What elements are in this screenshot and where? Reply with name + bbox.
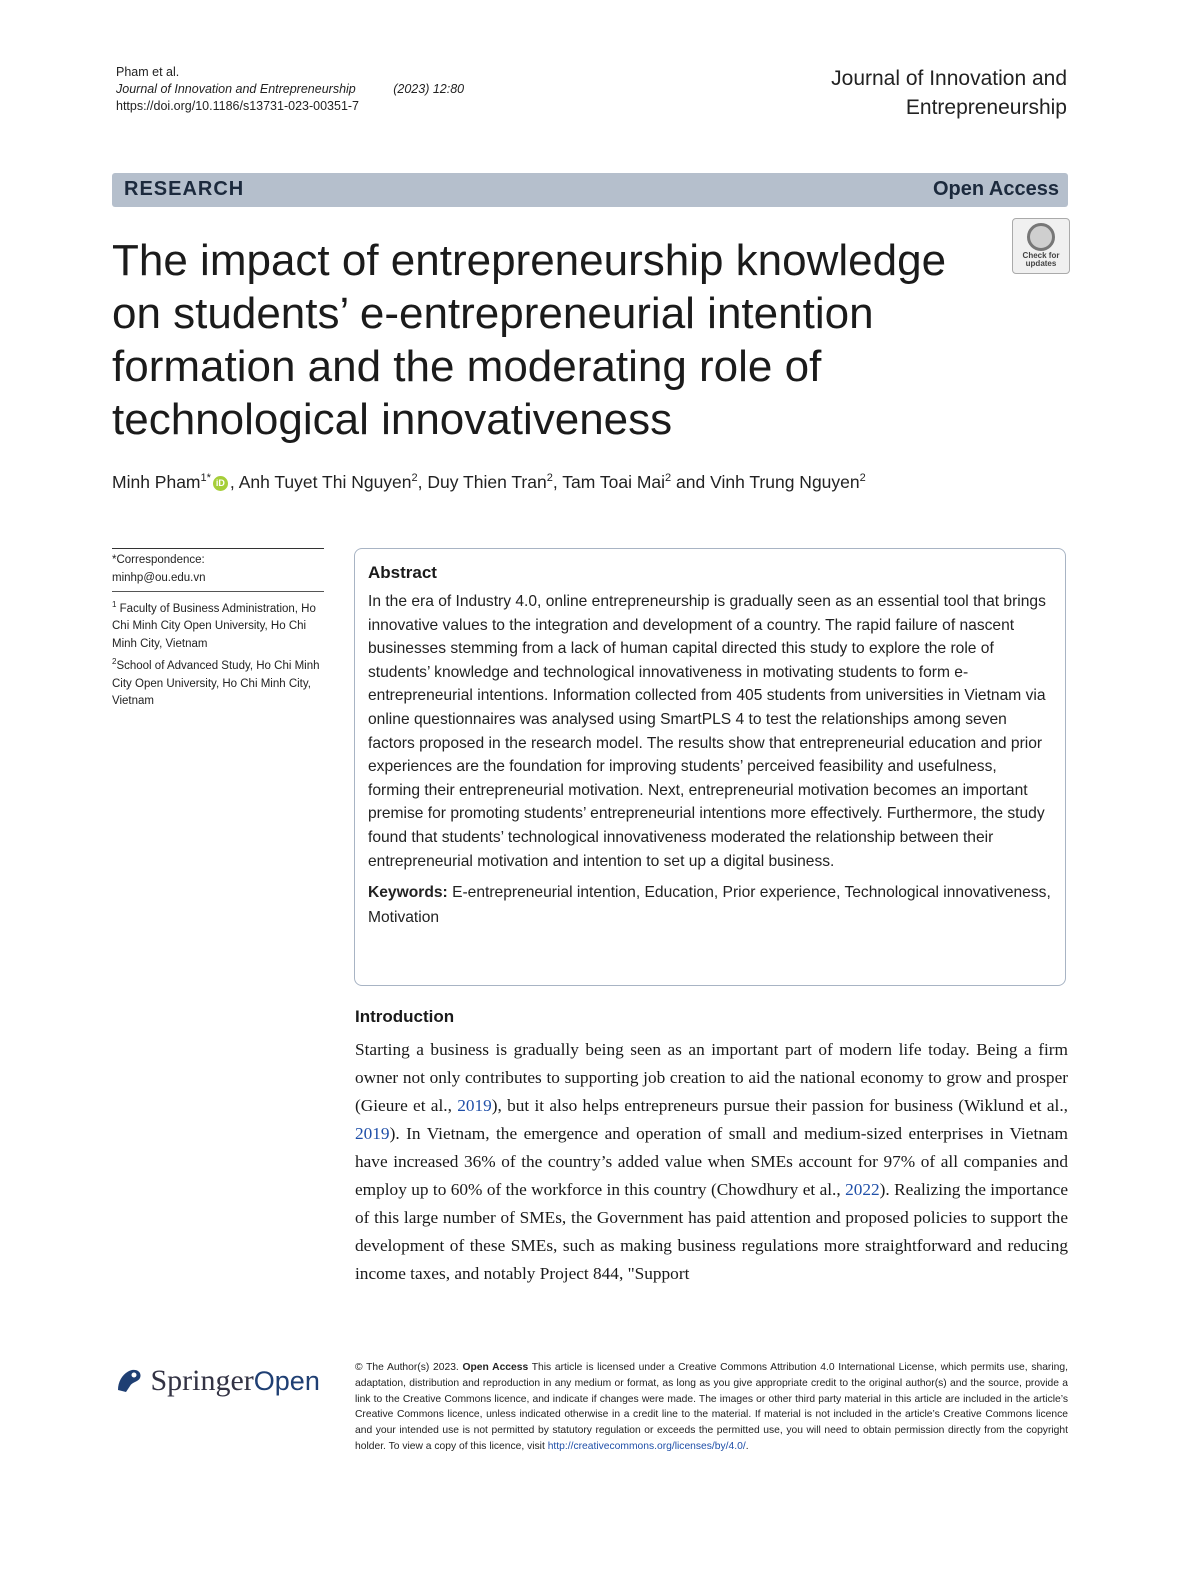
abstract-heading: Abstract: [368, 563, 437, 582]
author-affil-sup: 2: [411, 472, 418, 485]
author-name[interactable]: Tam Toai Mai: [562, 472, 666, 492]
introduction-paragraph: [355, 1036, 1068, 1288]
license-end: .: [745, 1440, 749, 1452]
intro-text: Starting a business is gradually being seen as an important part of modern life today. Being a firm owner not only contributes to supporting job creation to aid the national economy to grow and prosper (Gieure et al.,: [355, 1040, 1068, 1115]
license-link[interactable]: http://creativecommons.org/licenses/by/4.0/: [547, 1440, 746, 1452]
abstract-box: [354, 548, 1066, 986]
author-short: Pham et al.: [116, 65, 180, 79]
year-volume: (2023) 12:80: [393, 82, 465, 96]
license-text: This article is licensed under a Creative Commons Attribution 4.0 International License, which permits use, sharing, adaptation, distribution and reproduction in any medium or format, as long as you give appropriate credit to the original author(s) and the source, provide a link to the Creative Commons licence, and indicate if changes were made. The images or other third party material in this article are included in the article’s Creative Commons licence, unless indicated otherwise in a credit line to the material. If material is not included in the article’s Creative Commons licence and your intended use is not permitted by statutory regulation or exceeds the permitted use, you will need to obtain permission directly from the copyright holder. To view a copy of this licence, visit: [355, 1362, 1068, 1452]
journal-brand: [831, 64, 1067, 122]
intro-text: ), but it also helps entrepreneurs pursue their passion for business (Wiklund et al.,: [491, 1096, 1068, 1115]
keywords: [368, 881, 1053, 930]
affil-num: 1: [112, 600, 117, 609]
keywords-label: Keywords:: [368, 884, 448, 902]
section-label: RESEARCH: [124, 178, 245, 200]
doi-link[interactable]: https://doi.org/10.1186/s13731-023-00351-7: [116, 99, 360, 113]
abstract-text: In the era of Industry 4.0, online entrepreneurship is gradually seen as an essential tool that brings innovative values to the integration and development of a country. The rapid failure of nascent businesses stemming from a lack of human capital directed this study to explore the role of students’ knowledge and technological innovativeness in motivating students to form e-entrepreneurial intentions. Information collected from 405 students from universities in Vietnam via online questionnaires was analysed using SmartPLS 4 to test the relationships among seven factors proposed in the research model. The results show that entrepreneurial education and prior experiences are the foundation for improving students’ perceived feasibility and usefulness, forming their entrepreneurial motivation. Next, entrepreneurial motivation becomes an important premise for promoting students’ entrepreneurial intentions more effectively. Furthermore, the study found that students’ technological innovativeness moderated the relationship between their entrepreneurial motivation and intention to set up a digital business.: [368, 593, 1046, 870]
author-name[interactable]: Vinh Trung Nguyen: [710, 472, 860, 492]
intro-text: ). In Vietnam, the emergence and operation of small and medium-sized enterprises in Vietnam have increased 36% of the country’s added value when SMEs account for 97% of all companies and employ up to 60% of the workforce in this country (Chowdhury et al.,: [355, 1124, 1068, 1199]
author-name[interactable]: Minh Pham: [112, 472, 201, 492]
introduction-heading: Introduction: [355, 1007, 455, 1026]
check-for-updates-button[interactable]: [1012, 218, 1070, 274]
citation-link[interactable]: 2019: [457, 1096, 492, 1115]
affil-text: Faculty of Business Administration, Ho Chi Minh City Open University, Ho Chi Minh City, Vietnam: [112, 602, 316, 650]
citation-link[interactable]: 2022: [845, 1180, 880, 1199]
open-access-bold: Open Access: [462, 1362, 529, 1373]
section-banner: [112, 173, 1068, 207]
author-affil-sup: 1*: [200, 472, 211, 485]
author-name[interactable]: Duy Thien Tran: [427, 472, 547, 492]
publisher-logo: [112, 1362, 320, 1398]
check-updates-line1: Check for: [1022, 251, 1060, 260]
author-name[interactable]: Anh Tuyet Thi Nguyen: [238, 472, 412, 492]
keywords-list: E-entrepreneurial intention, Education, Prior experience, Technological innovativeness, Motivation: [368, 884, 1051, 926]
check-updates-line2: updates: [1025, 259, 1057, 268]
author-affil-sup: 2: [546, 472, 553, 485]
springer-horse-icon: [112, 1362, 146, 1396]
publisher-name: Springer: [150, 1364, 254, 1397]
affiliation-2: [112, 653, 324, 710]
correspondence-label: *Correspondence:: [112, 554, 205, 566]
publisher-open: Open: [253, 1366, 320, 1396]
update-icon: [1027, 223, 1055, 251]
affil-text: School of Advanced Study, Ho Chi Minh City Open University, Ho Chi Minh City, Vietnam: [112, 660, 320, 708]
copyright: © The Author(s) 2023.: [355, 1362, 459, 1373]
journal-name: Journal of Innovation and Entrepreneurship: [116, 82, 356, 96]
license-notice: [355, 1360, 1068, 1455]
journal-brand-line1: Journal of Innovation and: [831, 67, 1067, 90]
affiliation-1: [112, 591, 324, 653]
orcid-icon[interactable]: iD: [213, 476, 228, 491]
affil-num: 2: [112, 657, 117, 667]
correspondence-email[interactable]: minhp@ou.edu.vn: [112, 571, 206, 584]
running-header: [116, 64, 464, 115]
author-affil-sup: 2: [665, 472, 672, 485]
citation-link[interactable]: 2019: [355, 1124, 390, 1143]
open-access-label: Open Access: [933, 178, 1059, 200]
intro-text: ). Realizing the importance of this large number of SMEs, the Government has paid attention and proposed policies to support the development of these SMEs, such as making business regulations more straightforward and reducing income taxes, and notably Project 844, "Support: [355, 1180, 1068, 1283]
author-and: and: [676, 472, 706, 492]
author-list: Minh Pham$^{1*}$ iD , Anh Tuyet Thi Nguyen$^2$, Duy Thien Tran$^2$, Tam Toai Mai$^2$ and Vinh Trung Nguyen$^2$: [112, 472, 866, 492]
author-affil-sup: 2: [859, 472, 866, 485]
article-title: The impact of entrepreneurship knowledge on students’ e-entrepreneurial intention formation and the moderating role of technological innovativeness: [112, 236, 947, 444]
journal-brand-line2: Entrepreneurship: [905, 96, 1067, 119]
affiliations-sidebar: [112, 548, 324, 711]
